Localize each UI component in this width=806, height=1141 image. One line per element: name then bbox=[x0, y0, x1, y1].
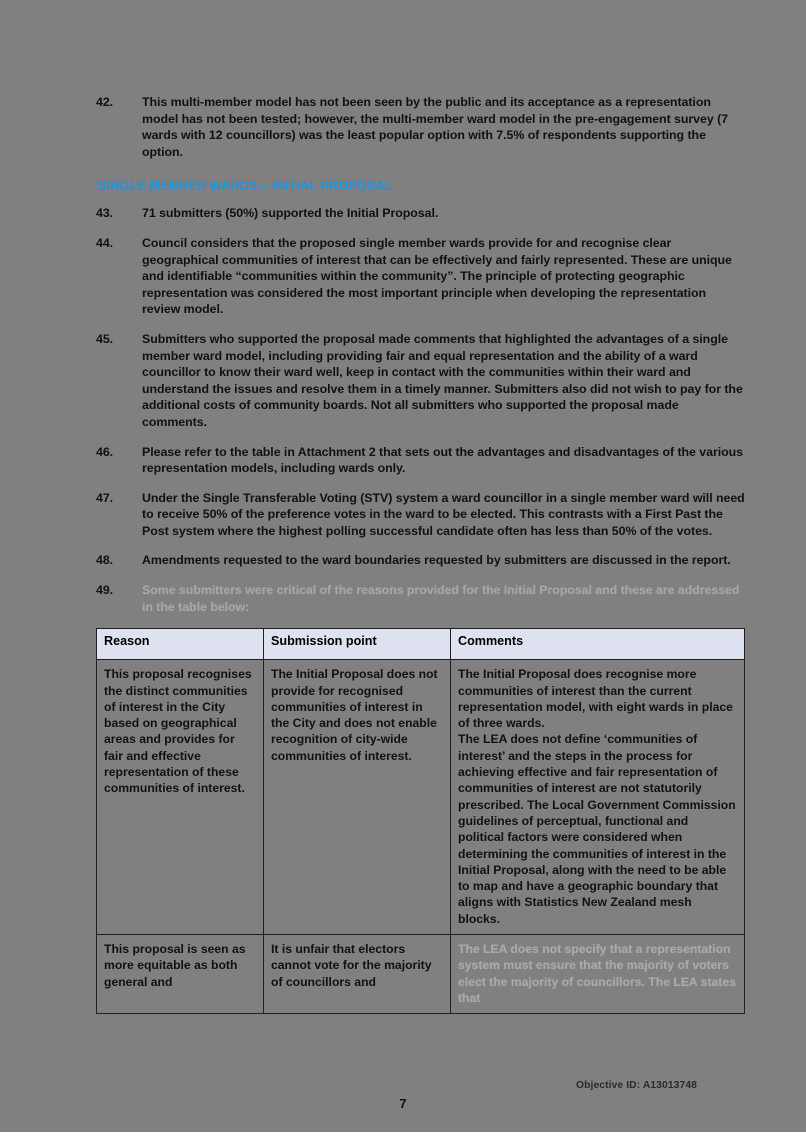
cell-submission-point: The Initial Proposal does not provide for recognised communities of interest in the City and does not enable recognition of city-wide communities of interest. bbox=[264, 660, 451, 935]
paragraph-number: 42. bbox=[96, 95, 114, 109]
cell-reason: This proposal is seen as more equitable as both general and bbox=[97, 935, 264, 1014]
paragraph-number: 45. bbox=[96, 331, 114, 346]
numbered-paragraph-42 bbox=[96, 94, 746, 160]
cell-comments-paragraph-1: The Initial Proposal does recognise more communities of interest than the current representation model, with eight wards in place of three wards. bbox=[458, 667, 733, 731]
numbered-paragraph-47 bbox=[96, 490, 746, 540]
footer-page-number: 7 bbox=[399, 1096, 407, 1111]
paragraph-number: 43. bbox=[96, 206, 114, 221]
table-row bbox=[97, 660, 745, 935]
paragraph-number: 48. bbox=[96, 553, 114, 568]
numbered-paragraph-48 bbox=[96, 552, 746, 569]
paragraph-text: Under the Single Transferable Voting (STV) system a ward councillor in a single member ward will need to receive 50% of the preference votes in the ward to be elected. This contrasts with a First Past the Post system where the highest polling successful candidate often has less than 50% of the votes. bbox=[142, 490, 745, 538]
numbered-paragraph-44 bbox=[96, 235, 746, 318]
numbered-paragraph-46 bbox=[96, 444, 746, 477]
paragraph-text: 71 submitters (50%) supported the Initial Proposal. bbox=[142, 206, 439, 221]
paragraph-number: 44. bbox=[96, 235, 114, 250]
cell-submission-point: It is unfair that electors cannot vote for the majority of councillors and bbox=[264, 935, 451, 1014]
cell-comments-paragraph-2: The LEA does not define ‘communities of interest’ and the steps in the process for achieving effective and fair representation of communities of interest are not statutorily prescribed. The Local Government Commission guidelines of perceptual, functional and political factors were considered when determining the communities of interest in the Initial Proposal, along with the need to be able to map and have a geographic boundary that aligns with Statistics New Zealand mesh blocks. bbox=[458, 732, 736, 926]
numbered-paragraph-45 bbox=[96, 331, 746, 431]
numbered-paragraph-43 bbox=[96, 205, 746, 222]
column-header-submission-point: Submission point bbox=[264, 629, 451, 660]
cell-reason: This proposal recognises the distinct communities of interest in the City based on geographical areas and provides for fair and effective representation of these communities of interest. bbox=[97, 660, 264, 935]
table-row bbox=[97, 935, 745, 1014]
paragraph-number: 49. bbox=[96, 583, 114, 598]
reasons-table bbox=[96, 628, 745, 1014]
page-content bbox=[96, 94, 746, 1014]
numbered-paragraph-49 bbox=[96, 582, 746, 615]
paragraph-text: This multi-member model has not been seen by the public and its acceptance as a representation model has not been tested; however, the multi-member ward model in the pre-engagement survey (7 wards with 12 councillors) was the least popular option with 7.5% of respondents supporting the option. bbox=[142, 95, 729, 159]
section-heading: SINGLE MEMBER WARDS – INITIAL PROPOSAL bbox=[98, 179, 393, 194]
paragraph-text: Some submitters were critical of the reasons provided for the Initial Proposal and these are addressed in the table below: bbox=[142, 583, 740, 614]
cell-comments-paragraph-1: The LEA does not specify that a representation system must ensure that the majority of voters elect the majority of councillors. The LEA states that bbox=[458, 942, 736, 1005]
footer-objective-id: Objective ID: A13013748 bbox=[576, 1080, 697, 1091]
cell-comments bbox=[451, 935, 745, 1014]
paragraph-text: Submitters who supported the proposal made comments that highlighted the advantages of a single member ward model, including providing fair and equal representation and the ability of a ward councillor to know their ward well, keep in contact with the communities within their ward and understand the issues and resolve them in a timely manner. Submitters also did not wish to pay for the additional costs of community boards. Not all submitters who supported the proposal made comments. bbox=[142, 331, 743, 429]
paragraph-number: 47. bbox=[96, 490, 114, 505]
cell-comments bbox=[451, 660, 745, 935]
paragraph-text: Amendments requested to the ward boundaries requested by submitters are discussed in the report. bbox=[142, 553, 731, 568]
paragraph-text: Council considers that the proposed single member wards provide for and recognise clear geographical communities of interest that can be effectively and fairly represented. These are unique and identifiable “communities within the community”. The principle of protecting geographic representation was considered the most important principle when developing the representation review model. bbox=[142, 235, 732, 317]
paragraph-number: 46. bbox=[96, 444, 114, 459]
paragraph-text: Please refer to the table in Attachment 2 that sets out the advantages and disadvantages of the various representation models, including wards only. bbox=[142, 444, 743, 476]
table-header-row bbox=[97, 629, 745, 660]
column-header-reason: Reason bbox=[97, 629, 264, 660]
column-header-comments: Comments bbox=[451, 629, 745, 660]
